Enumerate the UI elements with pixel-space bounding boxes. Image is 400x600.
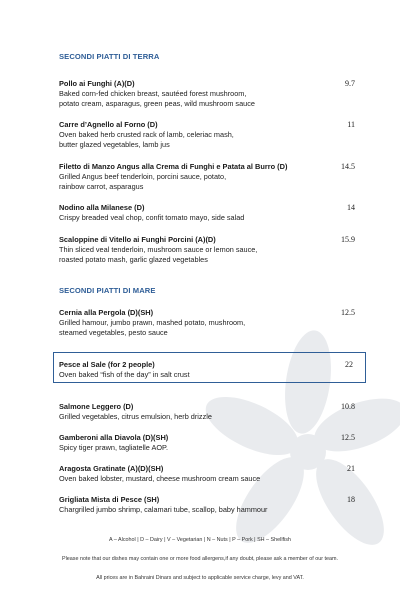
item-price: 21 bbox=[347, 464, 355, 473]
item-desc: Spicy tiger prawn, tagliatelle AOP. bbox=[59, 443, 168, 452]
item-price: 12.5 bbox=[341, 308, 355, 317]
menu-item bbox=[59, 79, 355, 109]
item-name: Salmone Leggero (D) bbox=[59, 402, 134, 411]
item-price: 18 bbox=[347, 495, 355, 504]
menu-item-featured bbox=[59, 360, 353, 380]
item-price: 15.9 bbox=[341, 235, 355, 244]
item-price: 14 bbox=[347, 203, 355, 212]
item-price: 10.8 bbox=[341, 402, 355, 411]
item-desc: rainbow carrot, asparagus bbox=[59, 182, 144, 191]
item-price: 12.5 bbox=[341, 433, 355, 442]
item-desc: Grilled Angus beef tenderloin, porcini sauce, potato, bbox=[59, 172, 227, 181]
item-desc: roasted potato mash, garlic glazed vegetables bbox=[59, 255, 208, 264]
section-title-terra: SECONDI PIATTI DI TERRA bbox=[59, 52, 160, 61]
item-desc: Thin sliced veal tenderloin, mushroom sauce or lemon sauce, bbox=[59, 245, 258, 254]
item-desc: Oven baked “fish of the day” in salt crust bbox=[59, 370, 190, 379]
item-desc: Oven baked lobster, mustard, cheese mushroom cream sauce bbox=[59, 474, 261, 483]
allergen-legend: A – Alcohol | D – Dairy | V – Vegetarian | N – Nuts | P – Pork | SH – Shellfish bbox=[109, 537, 291, 543]
item-desc: potato cream, asparagus, green peas, wild mushroom sauce bbox=[59, 99, 255, 108]
item-name: Aragosta Gratinate (A)(D)(SH) bbox=[59, 464, 164, 473]
item-price: 22 bbox=[345, 360, 353, 369]
item-desc: Crispy breaded veal chop, confit tomato mayo, side salad bbox=[59, 213, 245, 222]
menu-item bbox=[59, 495, 355, 515]
item-name: Grigliata Mista di Pesce (SH) bbox=[59, 495, 160, 504]
menu-item bbox=[59, 433, 355, 453]
pricing-notice: All prices are in Bahraini Dinars and subject to applicable service charge, levy and VAT. bbox=[96, 575, 304, 581]
item-price: 11 bbox=[347, 120, 355, 129]
menu-item bbox=[59, 120, 355, 150]
menu-item bbox=[59, 162, 355, 192]
item-desc: Grilled vegetables, citrus emulsion, herb drizzle bbox=[59, 412, 212, 421]
item-desc: Chargrilled jumbo shrimp, calamari tube, scallop, baby hammour bbox=[59, 505, 268, 514]
item-name: Cernia alla Pergola (D)(SH) bbox=[59, 308, 154, 317]
item-desc: steamed vegetables, pesto sauce bbox=[59, 328, 168, 337]
menu-item bbox=[59, 402, 355, 422]
menu-item bbox=[59, 235, 355, 265]
menu-item bbox=[59, 464, 355, 484]
section-title-mare: SECONDI PIATTI DI MARE bbox=[59, 286, 156, 295]
menu-item bbox=[59, 203, 355, 223]
item-desc: butter glazed vegetables, lamb jus bbox=[59, 140, 170, 149]
item-name: Scaloppine di Vitello ai Funghi Porcini (A)(D) bbox=[59, 235, 216, 244]
item-desc: Baked corn-fed chicken breast, sautéed forest mushroom, bbox=[59, 89, 247, 98]
allergen-notice: Please note that our dishes may contain one or more food allergens,if any doubt, please ask a member of our team. bbox=[62, 556, 338, 562]
menu-item bbox=[59, 308, 355, 338]
item-desc: Oven baked herb crusted rack of lamb, celeriac mash, bbox=[59, 130, 234, 139]
item-name: Pollo ai Funghi (A)(D) bbox=[59, 79, 135, 88]
item-name: Pesce al Sale (for 2 people) bbox=[59, 360, 155, 369]
item-price: 9.7 bbox=[345, 79, 355, 88]
item-name: Gamberoni alla Diavola (D)(SH) bbox=[59, 433, 169, 442]
item-name: Carre d’Agnello al Forno (D) bbox=[59, 120, 158, 129]
item-price: 14.5 bbox=[341, 162, 355, 171]
item-name: Nodino alla Milanese (D) bbox=[59, 203, 145, 212]
item-name: Filetto di Manzo Angus alla Crema di Funghi e Patata al Burro (D) bbox=[59, 162, 288, 171]
item-desc: Grilled hamour, jumbo prawn, mashed potato, mushroom, bbox=[59, 318, 246, 327]
